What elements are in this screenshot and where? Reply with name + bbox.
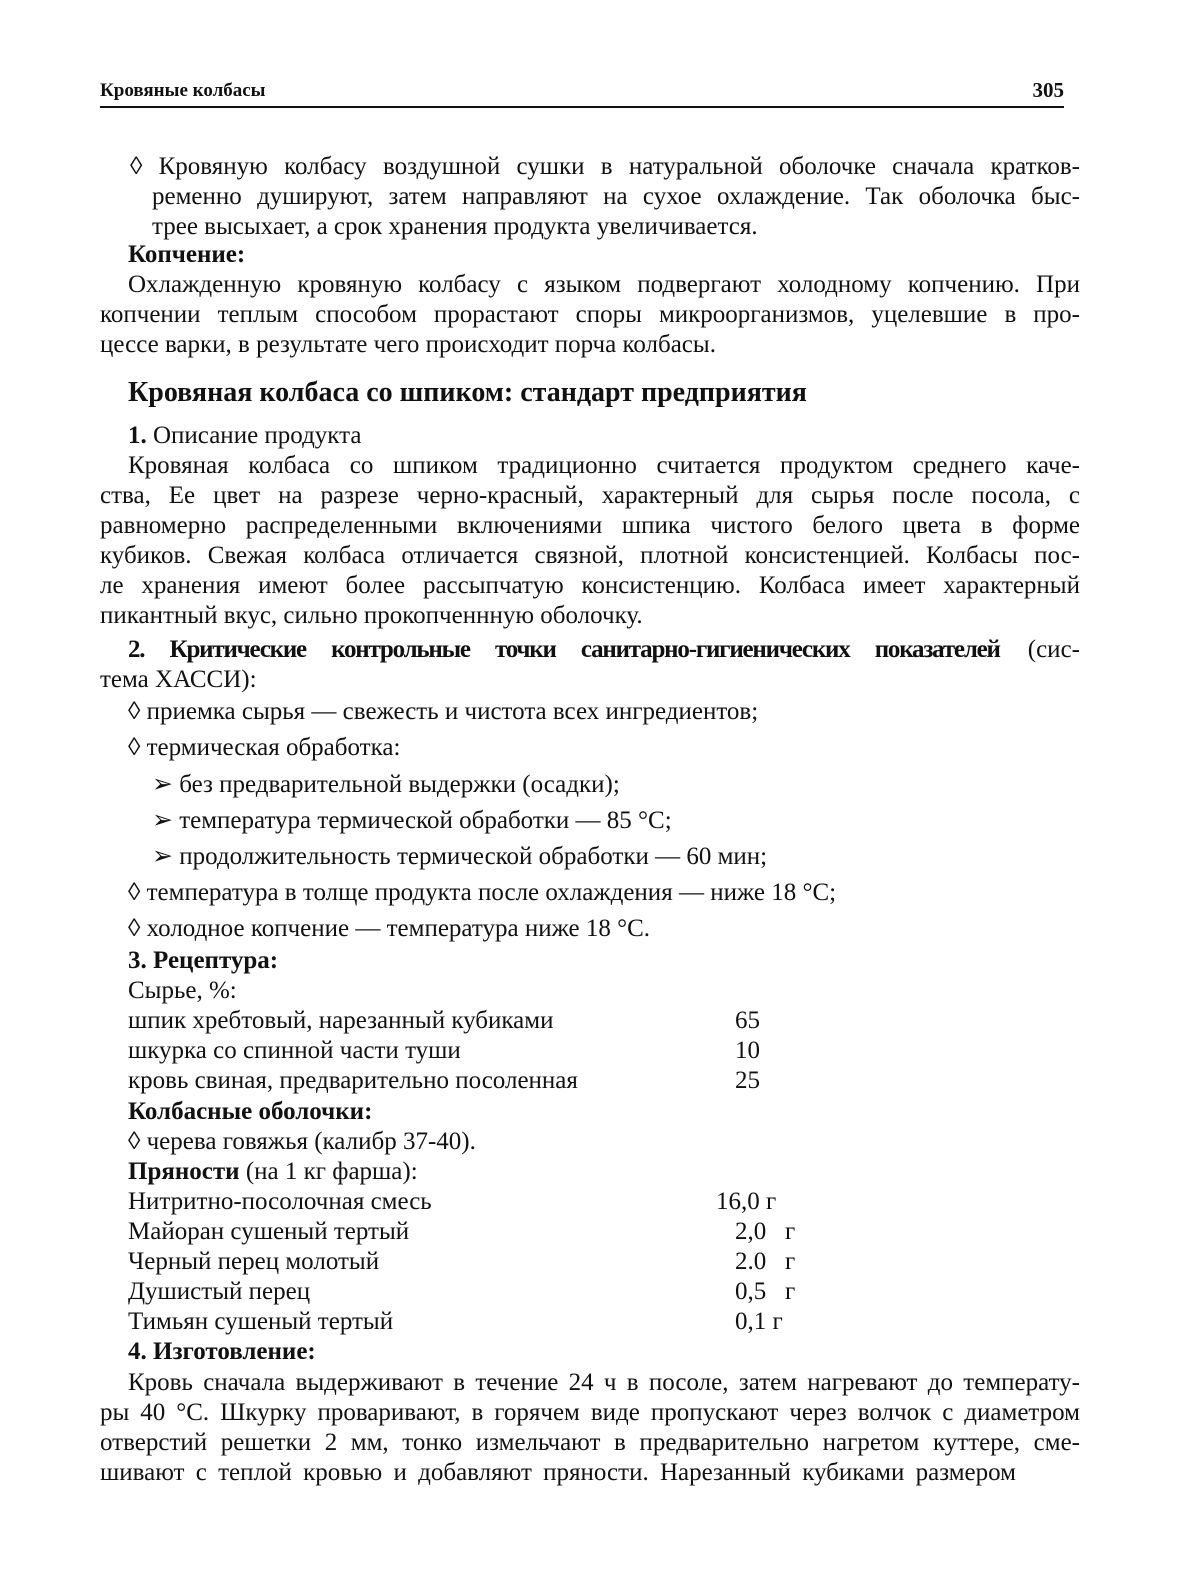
smoking-line-1: Охлажденную кровяную колбасу с языком подвергают холодному копчению. При: [128, 271, 1080, 298]
s2-heading: [128, 635, 1080, 665]
intro-bullet-line-2: ременно душируют, затем направляют на сухое охлаждение. Так оболочка быс-: [152, 183, 1080, 210]
s2-heading-text: Критические контрольные точки санитарно-гигиенических показателей: [169, 636, 1000, 663]
casings-item: ◊ черева говяжья (калибр 37-40).: [128, 1128, 476, 1155]
raw-row-3-name: кровь свиная, предварительно посоленная: [128, 1067, 578, 1094]
s3-number: 3.: [128, 947, 147, 974]
s2-item-3: ◊ температура в толще продукта после охлаждения — ниже 18 °С;: [128, 879, 837, 906]
s2-item-1: ◊ приемка сырья — свежесть и чистота всех ингредиентов;: [128, 698, 759, 725]
s2-heading-bold-wrap: [128, 635, 1028, 665]
spice-row-2-value: 2,0 г: [735, 1218, 796, 1245]
spice-row-1-value: 16,0 г: [716, 1188, 777, 1215]
spice-row-4-value: 0,5 г: [735, 1278, 796, 1305]
s1-line-5: ле хранения имеют более рассыпчатую консистенцию. Колбаса имеет характерный: [100, 572, 1080, 599]
s2-heading-tail: (сис-: [1027, 636, 1080, 663]
s2-heading-bold: [128, 635, 1000, 665]
smoking-line-3: цессе варки, в результате чего происходит порча колбасы.: [100, 331, 716, 358]
standard-title: Кровяная колбаса со шпиком: стандарт предприятия: [128, 377, 807, 408]
raw-row-3-value: 25: [735, 1067, 760, 1094]
spice-row-3-name: Черный перец молотый: [128, 1248, 380, 1275]
s1-heading: [128, 421, 361, 451]
s2-subitem-3: ➢ продолжительность термической обработки — 60 мин;: [152, 843, 768, 870]
spice-row-5-value: 0,1 г: [735, 1308, 783, 1335]
intro-bullet-line-3: трее высыхает, а срок хранения продукта увеличивается.: [152, 213, 758, 240]
s1-line-1: Кровяная колбаса со шпиком традиционно считается продуктом среднего каче-: [128, 452, 1080, 479]
spice-row-2-name: Майоран сушеный тертый: [128, 1218, 410, 1245]
s1-line-6: пикантный вкус, сильно прокопченнную оболочку.: [100, 602, 643, 629]
section-title: Кровяные колбасы: [100, 80, 266, 101]
raw-row-2-value: 10: [735, 1037, 760, 1064]
s4-heading: [128, 1337, 316, 1367]
smoking-line-2: копчении теплым способом прорастают споры микроорганизмов, уцелевшие в про-: [100, 301, 1080, 328]
s1-line-2: ства, Ее цвет на разрезе черно-красный, характерный для сырья после посола, с: [100, 482, 1080, 509]
spices-heading-line: [128, 1157, 418, 1187]
s4-line-3: отверстий решетки 2 мм, тонко измельчают в предварительно нагретом куттере, сме-: [100, 1429, 1080, 1456]
raw-row-2-name: шкурка со спинной части туши: [128, 1037, 461, 1064]
s4-number: 4.: [128, 1338, 147, 1365]
spice-row-3-value: 2.0 г: [735, 1248, 796, 1275]
spices-heading: Пряности: [128, 1158, 240, 1185]
s4-line-2: ры 40 °С. Шкурку проваривают, в горячем виде пропускают через волчок с диаметром: [100, 1399, 1080, 1426]
s2-number: 2.: [128, 636, 145, 663]
spices-note: (на 1 кг фарша):: [245, 1158, 418, 1185]
raw-label: Сырье, %:: [128, 977, 237, 1004]
s1-line-3: равномерно распределенными включениями шпика чистого белого цвета в форме: [100, 512, 1080, 539]
page-number: 305: [1032, 78, 1064, 102]
s3-heading-text: Рецептура:: [153, 947, 279, 974]
raw-row-1-value: 65: [735, 1007, 760, 1034]
spice-row-1-name: Нитритно-посолочная смесь: [128, 1188, 432, 1215]
s1-number: 1.: [128, 422, 147, 449]
smoking-heading: Копчение:: [128, 241, 246, 268]
s2-item-4: ◊ холодное копчение — температура ниже 18 °С.: [128, 915, 651, 942]
s3-heading: [128, 946, 278, 976]
casings-heading: Колбасные оболочки:: [128, 1098, 373, 1125]
s4-line-4: шивают с теплой кровью и добавляют пряности. Нарезанный кубиками размером: [100, 1459, 1016, 1486]
s2-subitem-2: ➢ температура термической обработки — 85 °С;: [152, 807, 672, 834]
intro-bullet-line-1: ◊ Кровяную колбасу воздушной сушки в натуральной оболочке сначала кратков-: [130, 153, 1080, 180]
s1-heading-text: Описание продукта: [153, 422, 362, 449]
spice-row-4-name: Душистый перец: [128, 1278, 311, 1305]
raw-row-1-name: шпик хребтовый, нарезанный кубиками: [128, 1007, 554, 1034]
s2-item-2: ◊ термическая обработка:: [128, 734, 401, 761]
s1-line-4: кубиков. Свежая колбаса отличается связной, плотной консистенцией. Колбасы пос-: [100, 542, 1080, 569]
s4-line-1: Кровь сначала выдерживают в течение 24 ч в посоле, затем нагревают до температу-: [128, 1369, 1080, 1396]
s2-heading-line-2: тема ХАССИ):: [100, 666, 257, 693]
running-header: [100, 78, 1064, 108]
s4-heading-text: Изготовление:: [153, 1338, 316, 1365]
spice-row-5-name: Тимьян сушеный тертый: [128, 1308, 394, 1335]
s2-subitem-1: ➢ без предварительной выдержки (осадки);: [152, 771, 620, 798]
